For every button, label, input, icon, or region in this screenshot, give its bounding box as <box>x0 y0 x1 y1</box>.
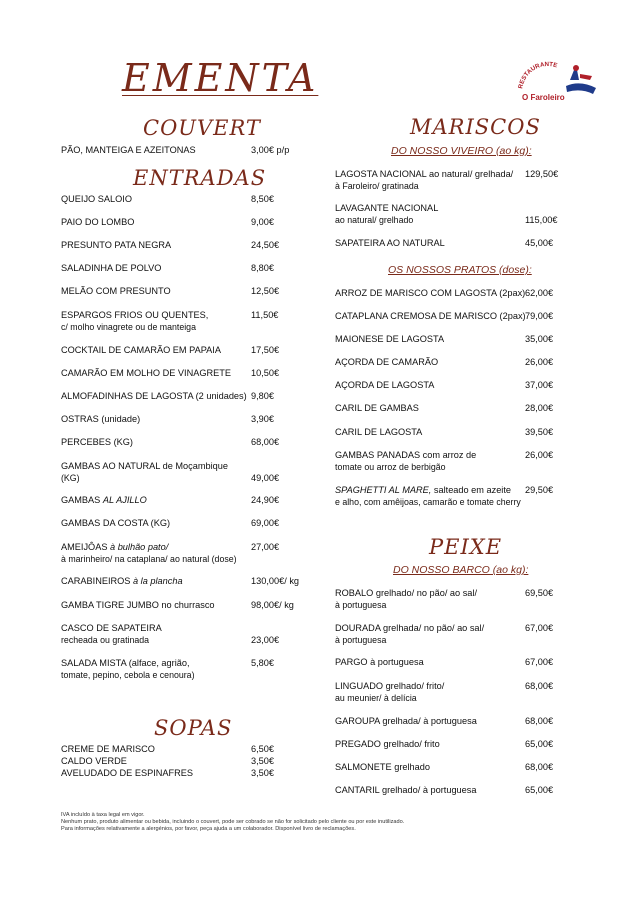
item-name: ROBALO grelhado/ no pão/ ao sal/ <box>335 588 477 598</box>
item-name: PRESUNTO PATA NEGRA <box>61 240 172 250</box>
item-price: 67,00€ <box>525 657 554 667</box>
item-description: grelhado/ no pão/ ao sal/ <box>375 588 477 598</box>
item-name: CAMARÃO EM MOLHO DE VINAGRETE <box>61 368 231 378</box>
item-description-line: au meunier/ à delícia <box>335 692 417 703</box>
item-price: 3,50€ <box>251 768 274 778</box>
item-price: 8,80€ <box>251 263 274 273</box>
item-name: SAPATEIRA AO NATURAL <box>335 238 445 248</box>
item-price: 62,00€ <box>525 288 554 298</box>
item-name: CARIL DE LAGOSTA <box>335 427 423 437</box>
item-name: LAVAGANTE NACIONAL <box>335 203 439 213</box>
item-description-line: à Faroleiro/ gratinada <box>335 180 419 191</box>
item-name: CANTARIL grelhado/ à portuguesa <box>335 785 477 795</box>
viveiro-subtitle: DO NOSSO VIVEIRO (ao kg): <box>391 145 532 157</box>
item-price: 115,00€ <box>525 214 558 225</box>
item-name: GAMBAS DA COSTA (KG) <box>61 518 171 528</box>
item-price: 17,50€ <box>251 345 280 355</box>
item-name: GAMBAS AL AJILLO <box>61 495 147 505</box>
item-description-line: recheada ou gratinada <box>61 634 150 645</box>
item-name: GAMBAS AO NATURAL de Moçambique <box>61 461 228 471</box>
item-name: CALDO VERDE <box>61 756 127 766</box>
item-price: 35,00€ <box>525 334 554 344</box>
item-description: AO NATURAL <box>386 238 445 248</box>
item-name: CREME DE MARISCO <box>61 744 155 754</box>
item-price: 27,00€ <box>251 542 280 552</box>
item-name: ALMOFADINHAS DE LAGOSTA (2 unidades) <box>61 391 247 401</box>
svg-text:RESTAURANTE: RESTAURANTE <box>517 60 559 90</box>
item-price: 26,00€ <box>525 450 554 460</box>
item-description: (alface, agrião, <box>128 658 190 668</box>
item-price: 37,00€ <box>525 380 554 390</box>
item-price: 67,00€ <box>525 623 554 633</box>
item-name: SPAGHETTI AL MARE, salteado em azeite <box>335 485 512 495</box>
item-description-line: tomate, pepino, cebola e cenoura) <box>61 669 195 680</box>
item-name: CASCO DE SAPATEIRA <box>61 623 162 633</box>
item-price: 45,00€ <box>525 238 554 248</box>
footer-line: Nenhum prato, produto alimentar ou bebida, incluindo o couvert, pode ser cobrado se não for solicitado pelo cliente ou por este inutilizado. <box>61 819 405 826</box>
item-name: SALADINHA DE POLVO <box>61 263 162 273</box>
footer-line: Para informações relativamente a alergénios, por favor, peça ajuda a um colaborador. Disponível livro de reclamações. <box>61 826 356 833</box>
item-name: AVELUDADO DE ESPINAFRES <box>61 768 194 778</box>
item-name: PERCEBES (KG) <box>61 437 133 447</box>
item-name: AÇORDA DE LAGOSTA <box>335 380 435 390</box>
item-description-line: à portuguesa <box>335 634 387 645</box>
item-name: PAIO DO LOMBO <box>61 217 135 227</box>
peixe-title: PEIXE <box>429 535 503 559</box>
item-price: 28,00€ <box>525 403 554 413</box>
item-price: 79,00€ <box>525 311 554 321</box>
item-description: com arroz de <box>422 450 477 460</box>
item-description-line: (KG) <box>61 472 80 483</box>
item-description: grelhado <box>394 762 430 772</box>
item-description: à portuguesa <box>370 657 424 667</box>
item-description: salteado em azeite <box>433 485 512 495</box>
item-name: DOURADA grelhada/ no pão/ ao sal/ <box>335 623 485 633</box>
item-name: SALMONETE grelhado <box>335 762 430 772</box>
item-description: no churrasco <box>161 600 215 610</box>
item-name: AMEIJÔAS à bulhão pato/ <box>61 542 169 552</box>
item-price: 8,50€ <box>251 194 274 204</box>
item-price: 65,00€ <box>525 785 554 795</box>
item-name: PREGADO grelhado/ frito <box>335 739 440 749</box>
item-price: 26,00€ <box>525 357 554 367</box>
item-price: 98,00€/ kg <box>251 600 294 610</box>
item-name: QUEIJO SALOIO <box>61 194 132 204</box>
item-name: MELÃO COM PRESUNTO <box>61 286 171 296</box>
item-price: 24,90€ <box>251 495 280 505</box>
item-price: 9,00€ <box>251 217 274 227</box>
item-description: grelhado/ à portuguesa <box>381 785 477 795</box>
item-price: 6,50€ <box>251 744 274 754</box>
menu-title: EMENTA <box>122 56 319 100</box>
item-description: grelhado/ frito/ <box>385 681 445 691</box>
item-price: 23,00€ <box>251 634 280 645</box>
item-price: 39,50€ <box>525 427 554 437</box>
item-name: GAROUPA grelhada/ à portuguesa <box>335 716 477 726</box>
item-description-line: à portuguesa <box>335 599 387 610</box>
item-price: 68,00€ <box>251 437 280 447</box>
item-name: CARABINEIROS à la plancha <box>61 576 183 586</box>
item-name: ARROZ DE MARISCO COM LAGOSTA (2pax) <box>335 288 526 298</box>
restaurant-logo <box>516 60 600 104</box>
item-price: 11,50€ <box>251 310 279 320</box>
item-description: à bulhão pato/ <box>110 542 169 552</box>
item-price: 9,80€ <box>251 391 274 401</box>
item-name: AÇORDA DE CAMARÃO <box>335 357 439 367</box>
item-price: 69,50€ <box>525 588 554 598</box>
item-price: 5,80€ <box>251 658 274 668</box>
item-name: CARIL DE GAMBAS <box>335 403 419 413</box>
item-description-line: tomate ou arroz de berbigão <box>335 461 446 472</box>
item-price: 29,50€ <box>525 485 554 495</box>
entradas-title: ENTRADAS <box>133 166 267 190</box>
pratos-subtitle: OS NOSSOS PRATOS (dose): <box>388 264 532 276</box>
item-price: 3,50€ <box>251 756 274 766</box>
item-price: 130,00€/ kg <box>251 576 300 586</box>
svg-text:O Faroleiro: O Faroleiro <box>522 93 565 102</box>
item-price: 68,00€ <box>525 762 554 772</box>
item-price: 12,50€ <box>251 286 280 296</box>
item-name: GAMBAS PANADAS com arroz de <box>335 450 477 460</box>
item-price: 49,00€ <box>251 472 280 483</box>
item-price: 69,00€ <box>251 518 280 528</box>
item-price: 3,90€ <box>251 414 274 424</box>
item-name: COCKTAIL DE CAMARÃO EM PAPAIA <box>61 345 221 355</box>
item-price: 65,00€ <box>525 739 554 749</box>
mariscos-title: MARISCOS <box>410 115 541 139</box>
item-name: LINGUADO grelhado/ frito/ <box>335 681 445 691</box>
item-name: ESPARGOS FRIOS OU QUENTES, <box>61 310 209 320</box>
item-price: 68,00€ <box>525 716 554 726</box>
item-description-line: c/ molho vinagrete ou de manteiga <box>61 321 196 332</box>
item-name: PARGO à portuguesa <box>335 657 424 667</box>
item-name: CATAPLANA CREMOSA DE MARISCO (2pax) <box>335 311 526 321</box>
item-description-line: à marinheiro/ na cataplana/ ao natural (dose) <box>61 553 237 564</box>
item-name: OSTRAS (unidade) <box>61 414 141 424</box>
item-name: LAGOSTA NACIONAL ao natural/ grelhada/ <box>335 169 514 179</box>
item-description: AL AJILLO <box>102 495 147 505</box>
couvert-title: COUVERT <box>143 116 261 140</box>
item-description-line: ao natural/ grelhado <box>335 214 414 225</box>
footer-line: IVA incluído à taxa legal em vigor. <box>61 812 145 818</box>
item-description: grelhado/ frito <box>383 739 440 749</box>
item-description: ao natural/ grelhada/ <box>428 169 514 179</box>
item-description: grelhada/ no pão/ ao sal/ <box>383 623 485 633</box>
item-price: 24,50€ <box>251 240 280 250</box>
barco-subtitle: DO NOSSO BARCO (ao kg): <box>393 564 529 576</box>
item-price: 129,50€ <box>525 169 559 179</box>
footer-notes <box>61 812 404 834</box>
item-description: grelhada/ à portuguesa <box>382 716 477 726</box>
item-name: MAIONESE DE LAGOSTA <box>335 334 445 344</box>
sopas-title: SOPAS <box>154 716 233 740</box>
item-name: SALADA MISTA (alface, agrião, <box>61 658 190 668</box>
item-description-line: e alho, com amêijoas, camarão e tomate cherry <box>335 496 521 507</box>
item-price: 68,00€ <box>525 681 554 691</box>
item-name: GAMBA TIGRE JUMBO no churrasco <box>61 600 215 610</box>
item-description: à la plancha <box>133 576 183 586</box>
item-price: 10,50€ <box>251 368 280 378</box>
